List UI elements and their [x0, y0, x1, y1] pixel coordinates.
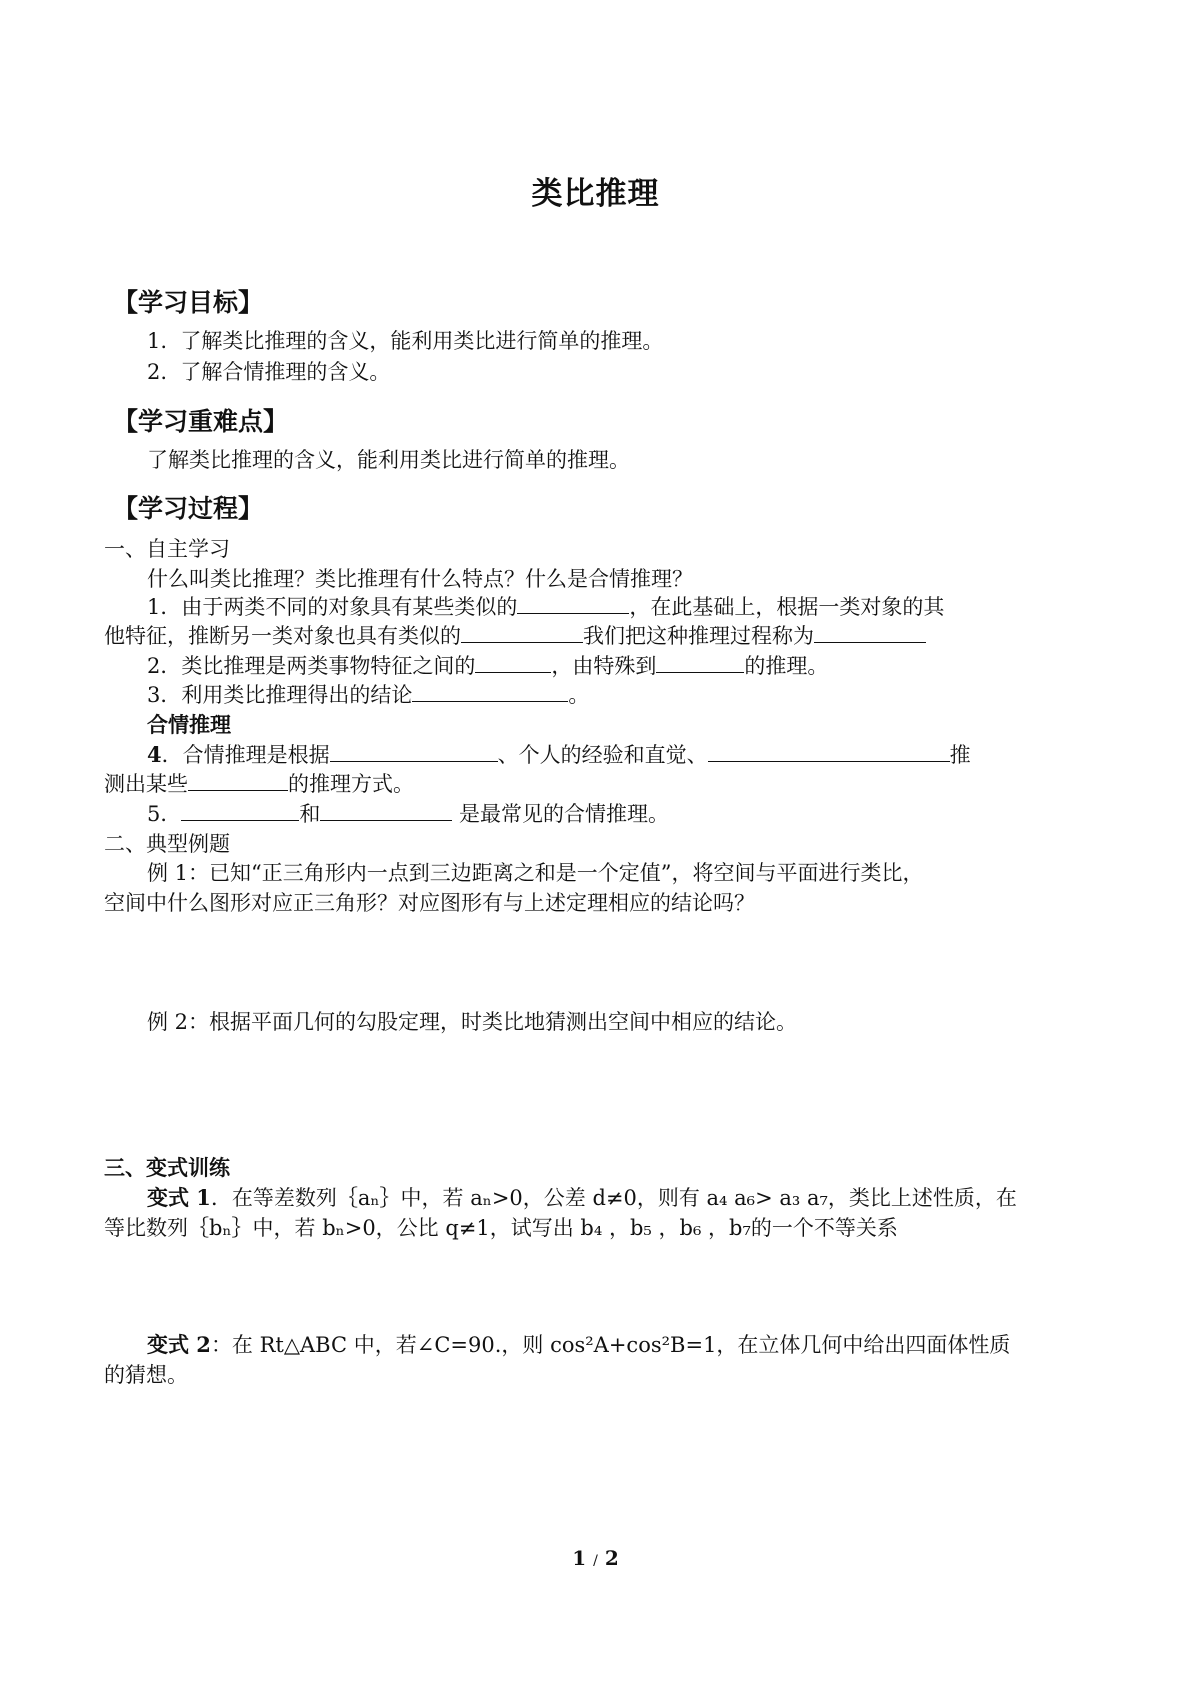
- variation-label: 变式 2: [147, 1332, 211, 1357]
- fill-blank[interactable]: [517, 593, 629, 614]
- question-1-line2: 他特征，推断另一类对象也具有类似的 我们把这种推理过程称为: [104, 622, 926, 650]
- question-2: 2．类比推理是两类事物特征之间的 ，由特殊到 的推理。: [147, 654, 829, 678]
- part1-heading: 一、自主学习: [104, 537, 230, 561]
- variation-2-line1: 变式 2：在 Rt△ABC 中，若∠C=90.，则 cos²A+cos²B=1，在立体几何中给出四面体性质: [147, 1332, 1011, 1357]
- variation-label: 变式 1: [147, 1185, 211, 1210]
- part2-heading: 二、典型例题: [104, 832, 230, 856]
- page-number: 1 / 2: [572, 1546, 619, 1570]
- key-points-heading: 【学习重难点】: [113, 407, 289, 436]
- example-1-line2: 空间中什么图形对应正三角形？对应图形有与上述定理相应的结论吗？: [104, 891, 755, 915]
- question-1-line1: 1．由于两类不同的对象具有某些类似的 ，在此基础上，根据一类对象的其: [147, 595, 945, 619]
- part3-heading: 三、变式训练: [104, 1156, 230, 1180]
- page-title: 类比推理: [531, 176, 660, 212]
- fill-blank[interactable]: [320, 800, 452, 821]
- fill-blank[interactable]: [708, 741, 950, 762]
- question-4-line1: 4．合情推理是根据 、个人的经验和直觉、 推: [147, 742, 971, 767]
- question-5: 5． 和 是最常见的合情推理。: [147, 802, 670, 826]
- fill-blank[interactable]: [188, 770, 288, 791]
- objective-text: 了解合情推理的含义。: [180, 360, 391, 384]
- example-1-line1: 例 1：已知“正三角形内一点到三边距离之和是一个定值”，将空间与平面进行类比，: [147, 861, 924, 885]
- question-3: 3．利用类比推理得出的结论 。: [147, 683, 590, 707]
- variation-1-line1: 变式 1．在等差数列｛aₙ｝中，若 aₙ>0，公差 d≠0，则有 a₄ a₆> a₃ a₇，类比上述性质，在: [147, 1185, 1017, 1210]
- objective-num: 1.: [147, 329, 168, 353]
- key-points-text: 了解类比推理的含义，能利用类比进行简单的推理。: [147, 448, 630, 472]
- fill-blank[interactable]: [656, 652, 744, 673]
- fill-blank[interactable]: [181, 800, 299, 821]
- example-2: 例 2：根据平面几何的勾股定理，时类比地猜测出空间中相应的结论。: [147, 1010, 798, 1034]
- part1-sub-heading: 合情推理: [147, 713, 231, 737]
- fill-blank[interactable]: [412, 681, 568, 702]
- objectives-heading: 【学习目标】: [113, 288, 264, 317]
- fill-blank[interactable]: [475, 652, 551, 673]
- part1-intro: 什么叫类比推理？类比推理有什么特点？什么是合情推理？: [147, 567, 693, 591]
- objective-text: 了解类比推理的含义，能利用类比进行简单的推理。: [180, 329, 664, 353]
- objective-item-1: [147, 327, 663, 355]
- question-4-line2: 测出某些 的推理方式。: [104, 772, 414, 796]
- variation-1-line2: 等比数列｛bₙ｝中，若 bₙ>0，公比 q≠1，试写出 b₄ ，b₅ ，b₆ ，b₇的一个不等关系: [104, 1216, 898, 1240]
- process-heading: 【学习过程】: [113, 494, 264, 523]
- fill-blank[interactable]: [330, 741, 498, 762]
- objective-item-2: [147, 358, 390, 386]
- objective-num: 2.: [147, 360, 168, 384]
- variation-2-line2: 的猜想。: [104, 1363, 188, 1387]
- fill-blank[interactable]: [461, 622, 583, 643]
- fill-blank[interactable]: [814, 622, 926, 643]
